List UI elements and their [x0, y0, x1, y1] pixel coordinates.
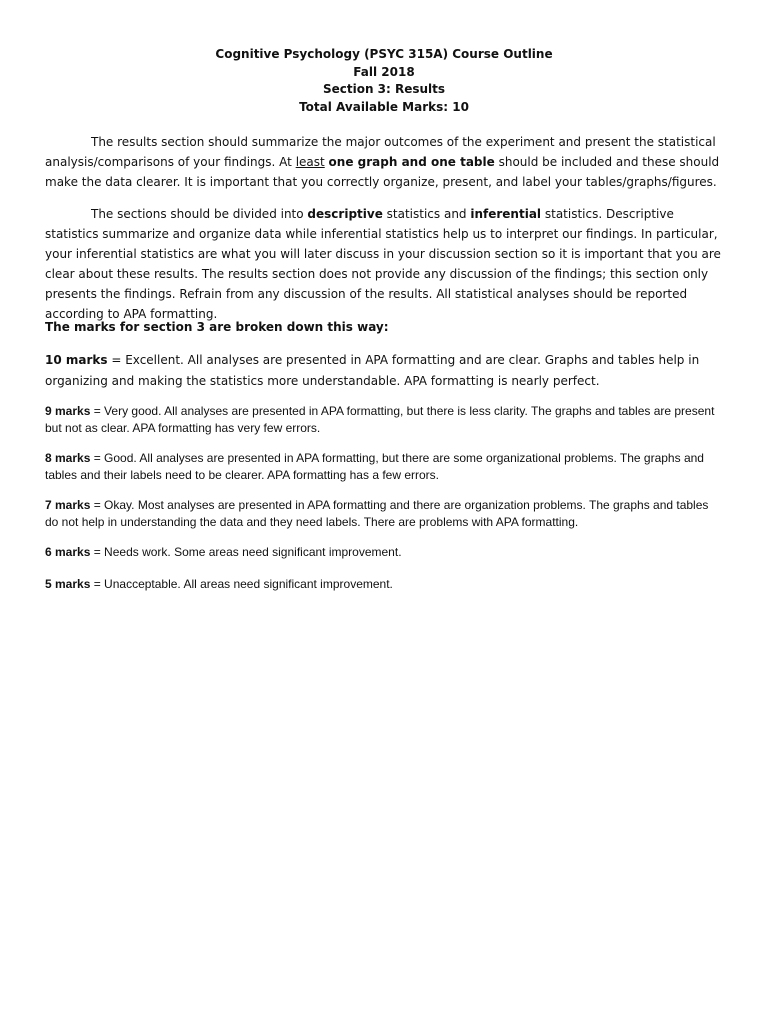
mark-description: = Good. All analyses are presented in APA formatting, but there are some organizational problems. The graphs and tables and their labels need to be clearer. APA formatting has a few errors. — [45, 451, 704, 482]
mark-description: = Unacceptable. All areas need significant improvement. — [90, 577, 393, 591]
mark-label: 10 marks — [45, 353, 108, 367]
paragraph-text: should be included and these should make the data clearer. It is important that you correctly organize, present, and label your tables/graphs/figures. — [45, 155, 720, 189]
paragraph-text: statistics and — [382, 207, 471, 221]
mark-item — [45, 450, 725, 484]
paragraph-text: statistics. Descriptive statistics summarize and organize data while inferential statistics help us to interpret our findings. In particular, your inferential statistics are what you will later discuss in your discussion section so it is important that you are clear about these results. The results section does not provide any discussion of the findings; this section only presents the findings. Refrain from any discussion of the results. All statistical analyses should be reported according to APA formatting. — [45, 207, 721, 321]
mark-label: 6 marks — [45, 545, 91, 559]
mark-label: 7 marks — [45, 498, 91, 512]
mark-label: 5 marks — [45, 577, 91, 591]
mark-item — [45, 544, 725, 561]
total-marks: Total Available Marks: 10 — [299, 99, 469, 114]
mark-item — [45, 350, 725, 392]
mark-label: 9 marks — [45, 404, 91, 418]
document-header — [0, 46, 768, 116]
mark-item — [45, 403, 725, 437]
paragraph-text: The sections should be divided into — [91, 207, 308, 221]
mark-item — [45, 497, 725, 531]
mark-description: = Very good. All analyses are presented in APA formatting, but there is less clarity. The graphs and tables are present but not as clear. APA formatting has very few errors. — [45, 404, 715, 435]
term: Fall 2018 — [353, 64, 415, 79]
mark-description: = Okay. Most analyses are presented in APA formatting and there are organization problems. The graphs and tables do not help in understanding the data and they need labels. There are problems with APA formatting. — [45, 498, 709, 529]
bold-text: descriptive — [307, 207, 383, 221]
statistics-paragraph — [45, 204, 725, 324]
marks-heading: The marks for section 3 are broken down this way: — [45, 320, 389, 334]
section-title: Section 3: Results — [322, 82, 446, 96]
mark-item — [45, 576, 725, 593]
bold-text: inferential — [470, 207, 542, 221]
bold-text: one graph and one table — [328, 155, 495, 169]
mark-description: = Needs work. Some areas need significant improvement. — [90, 545, 402, 559]
paragraph-text: The results section should summarize the major outcomes of the experiment and present the statistical analysis/comparisons of your findings. At — [45, 135, 716, 169]
underlined-text: least — [295, 155, 325, 169]
results-paragraph — [45, 132, 725, 192]
mark-label: 8 marks — [45, 451, 91, 465]
mark-description: = Excellent. All analyses are presented in APA formatting and are clear. Graphs and tables help in organizing and making the statistics more understandable. APA formatting is nearly perfect. — [45, 353, 700, 388]
course-title: Cognitive Psychology (PSYC 315A) Course Outline — [215, 47, 553, 61]
